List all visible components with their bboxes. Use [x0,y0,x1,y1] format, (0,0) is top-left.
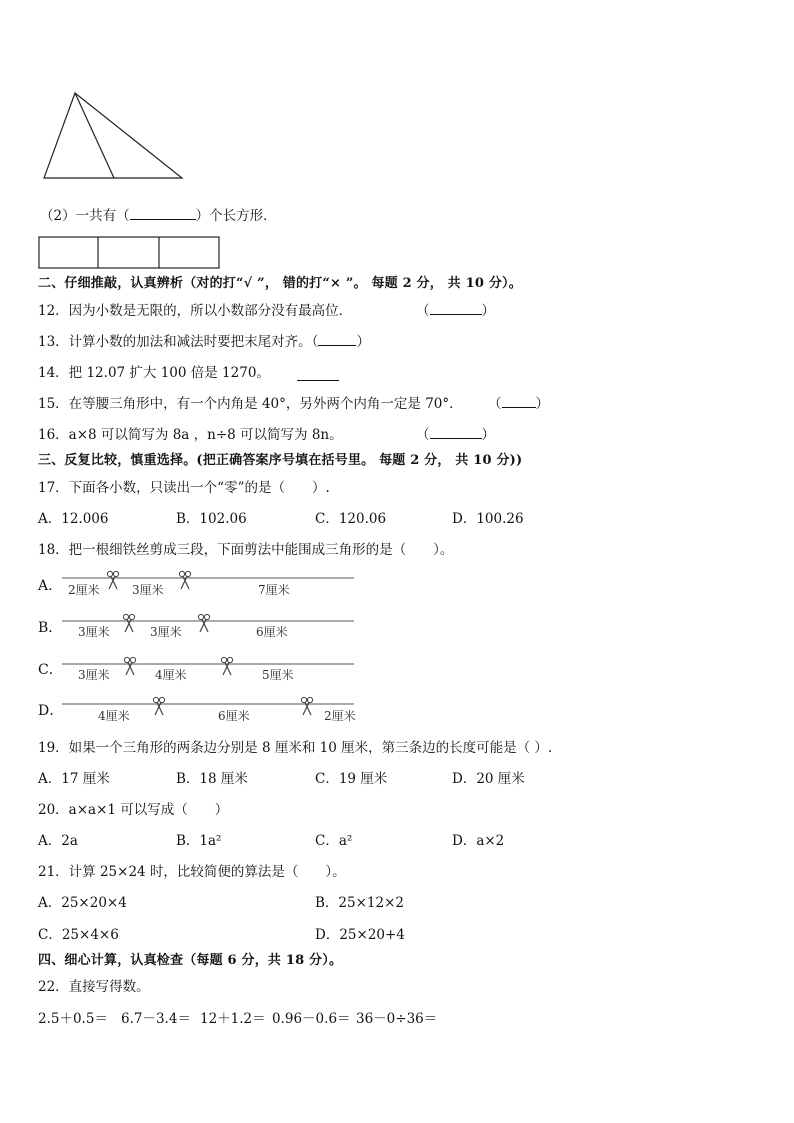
scissors-icon [124,657,135,675]
q18-option-a[interactable] [37,571,354,597]
q12-text: 12．因为小数是无限的，所以小数部分没有最高位． [38,303,353,319]
q18-a-seg1-label: 2厘米 [68,583,100,597]
q18-option-d-letter: D． [38,703,64,719]
q17-text: 17．下面各小数，只读出一个“零”的是（ ）. [38,480,330,496]
q2-suffix: ）个长方形． [195,208,277,224]
q15-answer: （ ） [488,396,549,412]
scissors-icon [179,571,190,589]
q21-text: 21．计算 25×24 时，比较简便的算法是（ ）。 [38,864,346,880]
q18-c-seg3-label: 5厘米 [262,668,294,682]
q20-option-d[interactable]: D．a×2 [452,833,505,849]
q15-text: 15．在等腰三角形中，有一个内角是 40°，另外两个内角一定是 70°． [38,396,463,412]
q18-c-seg2-label: 4厘米 [155,668,187,682]
q20-option-c[interactable]: C．a² [315,833,353,849]
q21-option-a[interactable]: A．25×20×4 [38,895,127,911]
q21-option-d[interactable]: D．25×20+4 [315,927,405,943]
section4-heading: 四、细心计算，认真检查（每题 6 分，共 18 分）。 [38,953,343,968]
q18-option-a-letter: A． [38,578,63,594]
q18-d-seg3-label: 2厘米 [324,709,356,723]
q18-b-seg3-label: 6厘米 [256,625,288,639]
q14-text: 14．把 12.07 扩大 100 倍是 1270。 [38,365,270,381]
q15-answer-blank[interactable] [502,407,536,408]
q22-item-2[interactable]: 6.7－3.4＝ [121,1011,191,1027]
q18-option-d[interactable] [38,697,356,723]
q17-option-a[interactable]: A．12.006 [38,511,109,527]
rectangles-figure [38,236,222,270]
section3-heading: 三、反复比较，慎重选择。(把正确答案序号填在括号里。 每题 2 分， 共 10 分)) [38,453,523,468]
q22-item-3[interactable]: 12＋1.2＝ [200,1011,266,1027]
q21-option-b[interactable]: B．25×12×2 [315,895,404,911]
q2-answer-blank[interactable] [130,219,196,220]
q18-option-b[interactable] [38,614,354,639]
q17-option-b[interactable]: B．102.06 [176,511,247,527]
q18-option-c[interactable] [38,657,354,682]
q20-text: 20．a×a×1 可以写成（ ） [38,802,229,818]
q18-d-seg1-label: 4厘米 [98,709,130,723]
q18-a-seg3-label: 7厘米 [258,583,290,597]
q18-text: 18．把一根细铁丝剪成三段，下面剪法中能围成三角形的是（ ）。 [38,542,454,558]
q13-text: 13．计算小数的加法和减法时要把末尾对齐。（ [38,334,319,350]
q12-answer-blank[interactable] [430,314,482,315]
scissors-icon [198,614,209,632]
q18-b-seg2-label: 3厘米 [150,625,182,639]
q19-option-b[interactable]: B．18 厘米 [176,771,248,787]
q18-option-b-letter: B． [38,620,63,636]
q18-c-seg1-label: 3厘米 [78,668,110,682]
q19-text: 19．如果一个三角形的两条边分别是 8 厘米和 10 厘米，第三条边的长度可能是（ ）. [38,740,553,756]
q14-answer-blank[interactable] [297,365,339,381]
scissors-icon [153,697,164,715]
triangle-figure [40,90,190,182]
q17-option-c[interactable]: C．120.06 [315,511,387,527]
q18-option-c-letter: C． [38,662,63,678]
q21-option-c[interactable]: C．25×4×6 [38,927,119,943]
scissors-icon [107,571,118,589]
scissors-icon [301,697,312,715]
q17-option-d[interactable]: D．100.26 [452,511,524,527]
q16-text: 16．a×8 可以简写为 8a ，n÷8 可以简写为 8n。 [38,427,343,443]
q16-answer: （ ） [416,427,495,443]
q16-answer-blank[interactable] [430,438,482,439]
q13-answer-blank[interactable] [318,345,356,346]
q12-answer: （ ） [416,303,495,319]
q2-prefix: （2）一共有（ [40,208,130,224]
scissors-icon [123,614,134,632]
q22-item-5[interactable]: 36－0÷36＝ [356,1011,438,1027]
q18-d-seg2-label: 6厘米 [218,709,250,723]
q22-text: 22．直接写得数。 [38,979,150,995]
q20-option-a[interactable]: A．2a [38,833,78,849]
q18-wire-figure [34,566,364,726]
q22-item-1[interactable]: 2.5＋0.5＝ [38,1011,108,1027]
q13-line: 13．计算小数的加法和减法时要把末尾对齐。（ ） [38,334,370,350]
q18-b-seg1-label: 3厘米 [78,625,110,639]
q2-line [40,208,277,224]
q18-a-seg2-label: 3厘米 [132,583,164,597]
q19-option-a[interactable]: A．17 厘米 [38,771,110,787]
q20-option-b[interactable]: B．1a² [176,833,222,849]
q19-option-c[interactable]: C．19 厘米 [315,771,388,787]
q19-option-d[interactable]: D．20 厘米 [452,771,525,787]
section2-heading: 二、仔细推敲，认真辨析（对的打“√ ”， 错的打“× ”。 每题 2 分， 共 10 分）。 [38,276,522,291]
scissors-icon [221,657,232,675]
q22-item-4[interactable]: 0.96－0.6＝ [272,1011,351,1027]
